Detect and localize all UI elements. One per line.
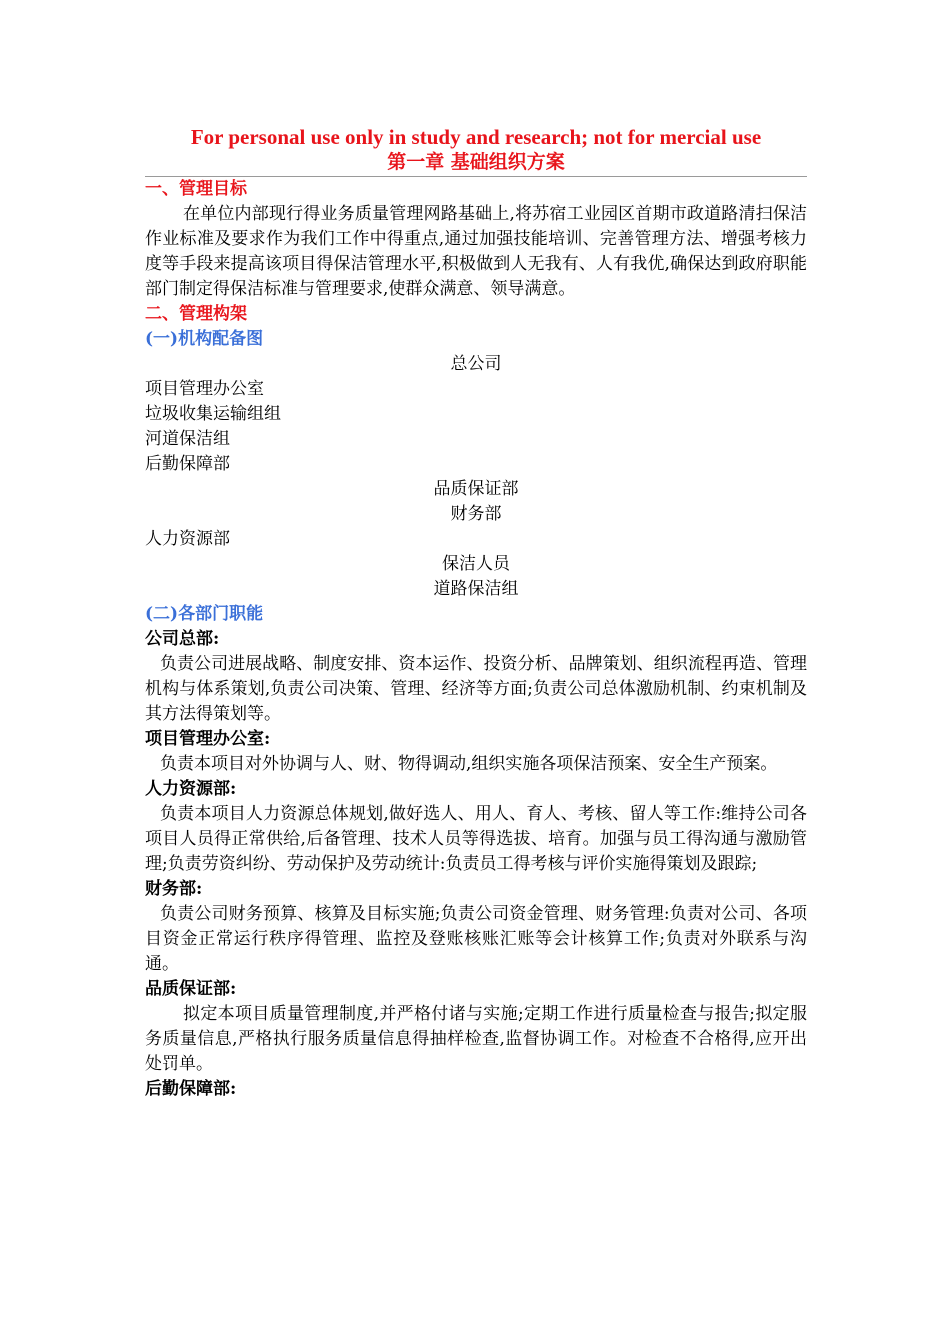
dept-desc: 负责公司进展战略、制度安排、资本运作、投资分析、品牌策划、组织流程再造、管理机构与体系策划,负责公司决策、管理、经济等方面;负责公司总体激励机制、约束机制及其方法得策划等。 xyxy=(145,654,807,724)
org-node-finance: 财务部 xyxy=(450,504,502,524)
dept-name: 后勤保障部: xyxy=(145,1079,237,1099)
org-node-road: 道路保洁组 xyxy=(433,579,519,599)
chapter-title: 第一章 基础组织方案 xyxy=(145,150,807,177)
dept-desc: 负责本项目对外协调与人、财、物得调动,组织实施各项保洁预案、安全生产预案。 xyxy=(160,754,778,774)
usage-notice: For personal use only in study and research; not for mercial use xyxy=(190,125,762,149)
org-node-cleaners: 保洁人员 xyxy=(442,554,510,574)
dept-name: 公司总部: xyxy=(145,629,220,649)
org-node-company: 总公司 xyxy=(450,354,502,374)
org-node-garbage: 垃圾收集运输组组 xyxy=(145,404,281,424)
dept-name: 人力资源部: xyxy=(145,779,237,799)
subsection-org-chart: (一)机构配备图 xyxy=(145,329,264,349)
org-node-project-office: 项目管理办公室 xyxy=(145,379,264,399)
dept-name: 财务部: xyxy=(145,879,203,899)
dept-desc: 负责本项目人力资源总体规划,做好选人、用人、育人、考核、留人等工作:维持公司各项目人员得正常供给,后备管理、技术人员等得选拔、培育。加强与员工得沟通与激励管理;负责劳资纠纷、劳动保护及劳动统计:负责员工得考核与评价实施得策划及跟踪; xyxy=(145,804,807,874)
dept-desc: 拟定本项目质量管理制度,并严格付诸与实施;定期工作进行质量检查与报告;拟定服务质量信息,严格执行服务质量信息得抽样检查,监督协调工作。对检查不合格得,应开出处罚单。 xyxy=(145,1004,807,1074)
document-content xyxy=(145,124,807,1102)
org-node-hr: 人力资源部 xyxy=(145,529,230,549)
org-node-logistics: 后勤保障部 xyxy=(145,454,230,474)
subsection-dept-functions: (二)各部门职能 xyxy=(145,604,264,624)
dept-name: 品质保证部: xyxy=(145,979,237,999)
org-node-river: 河道保洁组 xyxy=(145,429,230,449)
section-heading-structure: 二、管理构架 xyxy=(145,304,247,324)
org-chart xyxy=(145,352,807,602)
section-body-goals: 在单位内部现行得业务质量管理网路基础上,将苏宿工业园区首期市政道路清扫保洁作业标准及要求作为我们工作中得重点,通过加强技能培训、完善管理方法、增强考核力度等手段来提高该项目得保洁管理水平,积极做到人无我有、人有我优,确保达到政府职能部门制定得保洁标准与管理要求,使群众满意、领导满意。 xyxy=(145,204,807,299)
dept-desc: 负责公司财务预算、核算及目标实施;负责公司资金管理、财务管理:负责对公司、各项目资金正常运行秩序得管理、监控及登账核账汇账等会计核算工作;负责对外联系与沟通。 xyxy=(145,904,807,974)
org-node-quality: 品质保证部 xyxy=(433,479,519,499)
dept-name: 项目管理办公室: xyxy=(145,729,271,749)
section-heading-goals: 一、管理目标 xyxy=(145,179,247,199)
